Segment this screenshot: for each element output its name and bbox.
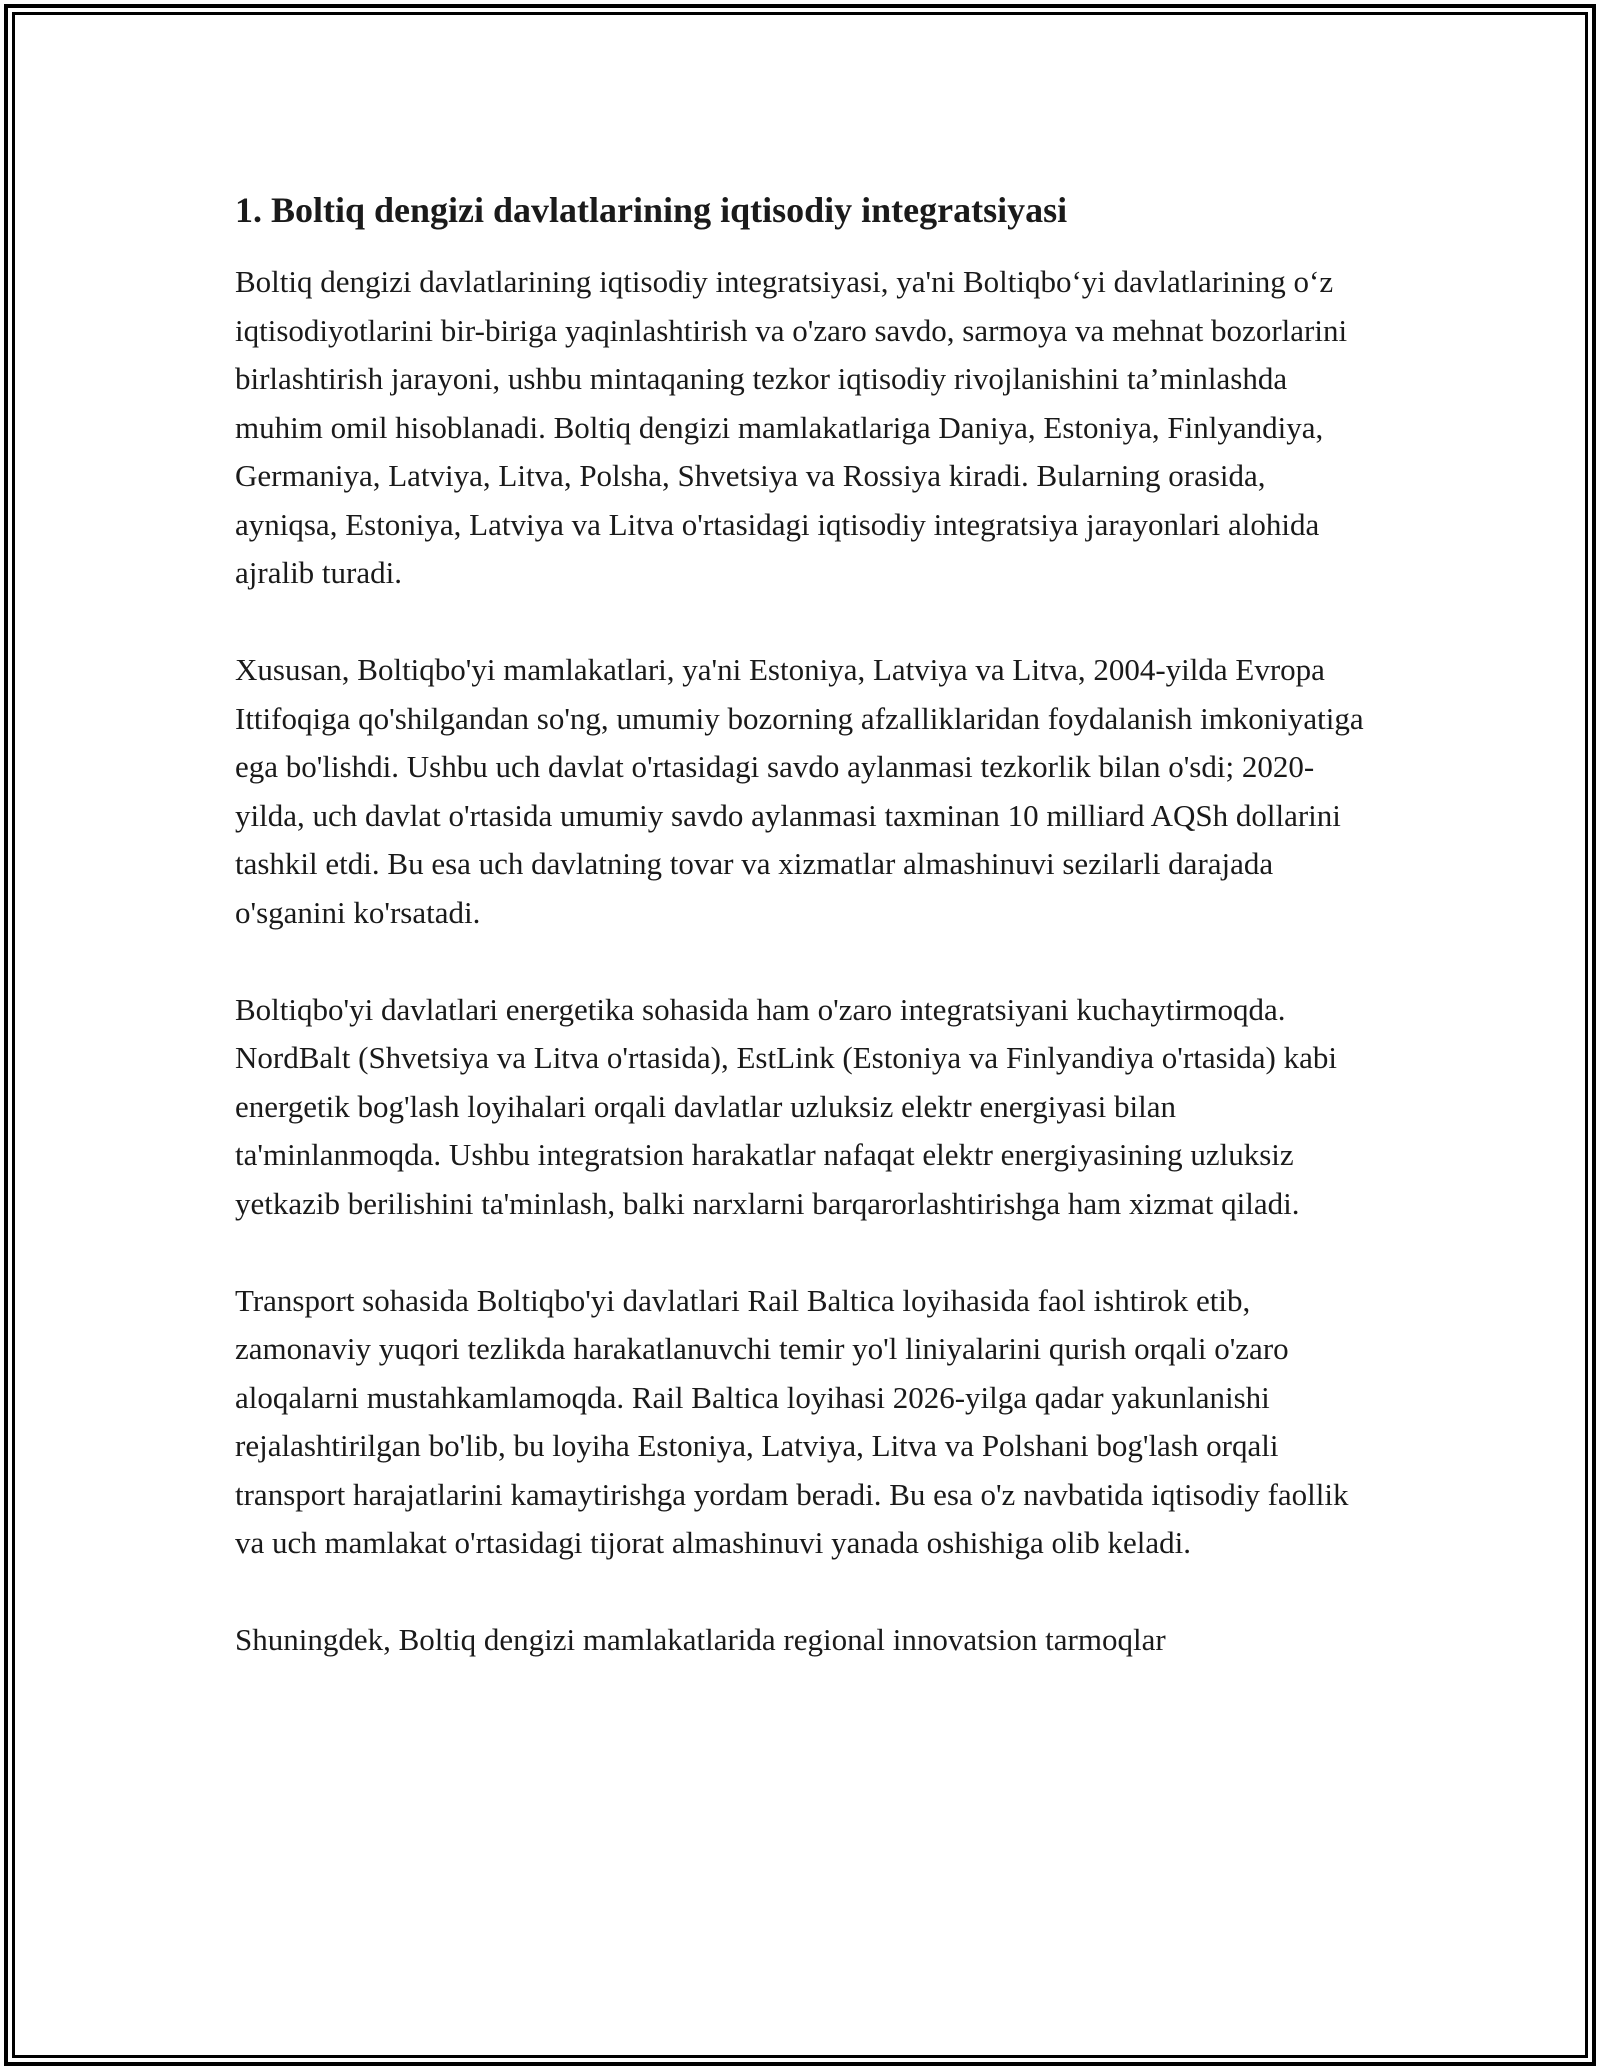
paragraph-trade-growth: Xususan, Boltiqbo'yi mamlakatlari, ya'ni Estoniya, Latviya va Litva, 2004-yilda Evropa Ittifoqiga qo'shilgandan so'ng, umumiy bozorning afzalliklaridan foydalanish imkoniyatiga ega bo'lishdi. Ushbu uch davlat o'rtasidagi savdo aylanmasi tezkorlik bilan o'sdi; 2020-yilda, uch davlat o'rtasida umumiy savdo aylanmasi taxminan 10 milliard AQSh dollarini tashkil etdi. Bu esa uch davlatning tovar va xizmatlar almashinuvi sezilarli darajada o'sganini ko'rsatadi. (235, 652, 1364, 930)
paragraph-integration-overview: Boltiq dengizi davlatlarining iqtisodiy integratsiyasi, ya'ni Boltiqbo‘yi davlatlarining o‘z iqtisodiyotlarini bir-biriga yaqinlashtirish va o'zaro savdo, sarmoya va mehnat bozorlarini birlashtirish jarayoni, ushbu mintaqaning tezkor iqtisodiy rivojlanishini ta’minlashda muhim omil hisoblanadi. Boltiq dengizi mamlakatlariga Daniya, Estoniya, Finlyandiya, Germaniya, Latviya, Litva, Polsha, Shvetsiya va Rossiya kiradi. Bularning orasida, ayniqsa, Estoniya, Latviya va Litva o'rtasidagi iqtisodiy integratsiya jarayonlari alohida ajralib turadi. (235, 264, 1348, 590)
paragraph-innovation-networks: Shuningdek, Boltiq dengizi mamlakatlarida regional innovatsion tarmoqlar (235, 1622, 1166, 1657)
paragraph-transport-rail-baltica: Transport sohasida Boltiqbo'yi davlatlari Rail Baltica loyihasida faol ishtirok etib, zamonaviy yuqori tezlikda harakatlanuvchi temir yo'l liniyalarini qurish orqali o'zaro aloqalarni mustahkamlamoqda. Rail Baltica loyihasi 2026-yilga qadar yakunlanishi rejalashtirilgan bo'lib, bu loyiha Estoniya, Latviya, Litva va Polshani bog'lash orqali transport harajatlarini kamaytirishga yordam beradi. Bu esa o'z navbatida iqtisodiy faollik va uch mamlakat o'rtasidagi tijorat almashinuvi yanada oshishiga olib keladi. (235, 1282, 1349, 1560)
section-heading: 1. Boltiq dengizi davlatlarining iqtisodiy integratsiyasi (235, 190, 1068, 230)
document-page (235, 186, 1370, 1665)
paragraph-energy-integration: Boltiqbo'yi davlatlari energetika sohasida ham o'zaro integratsiyani kuchaytirmoqda. NordBalt (Shvetsiya va Litva o'rtasida), EstLink (Estoniya va Finlyandiya o'rtasida) kabi energetik bog'lash loyihalari orqali davlatlar uzluksiz elektr energiyasi bilan ta'minlanmoqda. Ushbu integratsion harakatlar nafaqat elektr energiyasining uzluksiz yetkazib berilishini ta'minlash, balki narxlarni barqarorlashtirishga ham xizmat qiladi. (235, 991, 1337, 1221)
